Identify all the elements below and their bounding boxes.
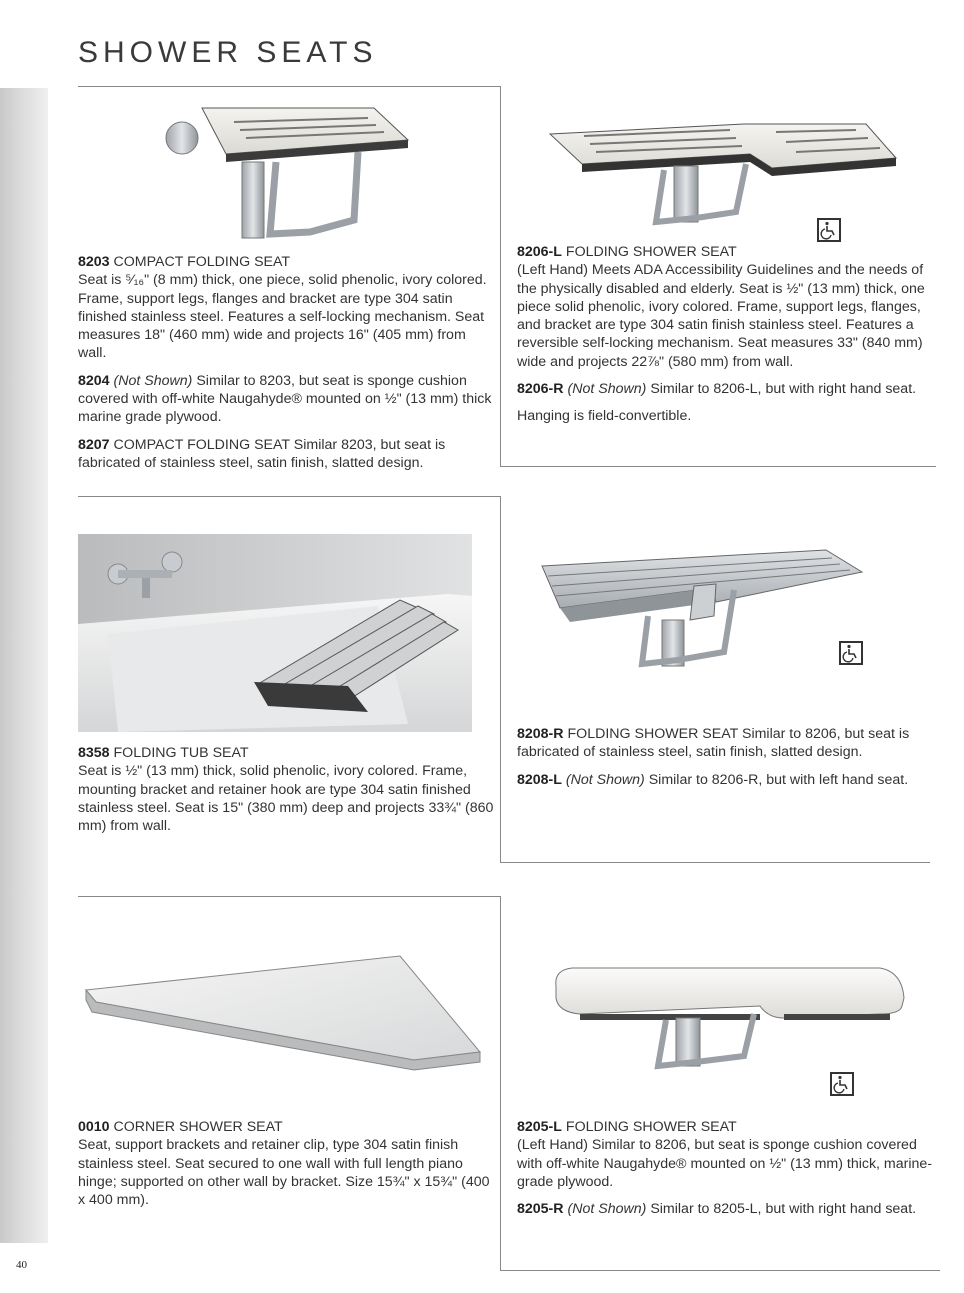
- wheelchair-accessibility-icon: [817, 218, 841, 242]
- product-description: (Left Hand) Similar to 8206, but seat is sponge cushion covered with off-white Naugahyde® mounted on ½" (13 mm) thick, marine-grade plywood.: [517, 1137, 933, 1190]
- product-name: FOLDING SHOWER SEAT: [565, 1119, 737, 1135]
- product-block-8205: [517, 1118, 933, 1227]
- side-gradient-bar: [0, 88, 48, 1243]
- model-number: 8208-L: [517, 771, 562, 788]
- product-name: FOLDING SHOWER SEAT: [567, 726, 739, 742]
- model-number: 8203: [78, 254, 110, 270]
- product-description: (Left Hand) Meets ADA Accessibility Guidelines and the needs of the physically disabled and elderly. Seat is ½" (13 mm) thick, one piece solid phenolic, ivory colored. Frame, support legs, flanges, and bracket are type 304 satin finish stainless steel. Features a reversible self-locking mechanism. Seat measures 33" (840 mm) wide and projects 22⅞" (580 mm) from wall.: [517, 262, 925, 370]
- wheelchair-accessibility-icon: [839, 641, 863, 665]
- product-block-0010: [78, 1118, 494, 1218]
- model-number: 8358: [78, 745, 110, 761]
- product-block-8206: [517, 243, 933, 435]
- divider: [78, 896, 500, 897]
- product-description: Similar to 8206, but seat is fabricated of stainless steel, satin finish, slatted design.: [517, 726, 910, 761]
- model-number: 8206-R: [517, 381, 564, 398]
- divider: [500, 466, 936, 467]
- model-number: 8208-R: [517, 726, 564, 742]
- product-image-0010: [84, 954, 484, 1074]
- product-block-8203: [78, 253, 498, 481]
- model-number: 8204: [78, 372, 110, 389]
- wheelchair-accessibility-icon: [830, 1072, 854, 1096]
- divider: [500, 896, 501, 1270]
- model-number: 8207: [78, 436, 110, 453]
- product-image-8208-R: [538, 546, 868, 670]
- not-shown-note: (Not Shown): [565, 771, 645, 788]
- divider: [78, 496, 500, 497]
- divider: [500, 862, 930, 863]
- model-number: 8206-L: [517, 244, 562, 260]
- product-description: Similar to 8205-L, but with right hand seat.: [650, 1201, 917, 1218]
- product-description: Similar to 8206-L, but with right hand seat.: [650, 381, 917, 398]
- product-name: FOLDING TUB SEAT: [113, 745, 249, 761]
- product-image-8205-L: [550, 962, 910, 1074]
- page-title: SHOWER SEATS: [78, 36, 378, 69]
- divider: [500, 86, 501, 466]
- product-description: Similar 8203, but seat is fabricated of stainless steel, satin finish, slatted design.: [78, 436, 446, 471]
- product-block-8358: [78, 744, 494, 844]
- divider: [500, 1270, 940, 1271]
- not-shown-note: (Not Shown): [567, 381, 647, 398]
- model-number: 8205-R: [517, 1201, 564, 1218]
- divider: [500, 496, 501, 862]
- model-number: 0010: [78, 1119, 110, 1135]
- product-block-8208: [517, 725, 933, 798]
- page-number: 40: [16, 1259, 27, 1271]
- product-description: Seat is ½" (13 mm) thick, solid phenolic, ivory colored. Frame, mounting bracket and retainer hook are type 304 satin finished stainless steel. Seat is 15" (380 mm) deep and projects 33¾" (860 mm) from wall.: [78, 763, 494, 835]
- product-name: COMPACT FOLDING SEAT: [113, 436, 290, 453]
- divider: [78, 86, 500, 87]
- product-description: Seat is ⁵⁄₁₆" (8 mm) thick, one piece, solid phenolic, ivory colored. Frame, support legs, flanges and bracket are type 304 satin finished stainless steel. Features a self-locking mechanism. Seat measures 18" (460 mm) wide and projects 16" (405 mm) from wall.: [78, 272, 487, 362]
- product-photo-8358: [78, 534, 472, 732]
- product-description: Seat, support brackets and retainer clip, type 304 satin finish stainless steel. Seat secured to one wall with full length piano hinge; supported on other wall by bracket. Size 15¾" x 15¾" (400 x 400 mm).: [78, 1137, 490, 1209]
- not-shown-note: (Not Shown): [567, 1201, 647, 1218]
- product-image-8203: [160, 104, 420, 244]
- product-name: COMPACT FOLDING SEAT: [113, 254, 291, 270]
- hanging-note: Hanging is field-convertible.: [517, 408, 692, 425]
- not-shown-note: (Not Shown): [113, 372, 193, 389]
- product-name: FOLDING SHOWER SEAT: [565, 244, 737, 260]
- model-number: 8205-L: [517, 1119, 562, 1135]
- product-description: Similar to 8203, but seat is sponge cushion covered with off-white Naugahyde® mounted on ½" (13 mm) thick marine grade plywood.: [78, 372, 492, 426]
- product-image-8206-L: [540, 118, 902, 230]
- product-description: Similar to 8206-R, but with left hand seat.: [648, 771, 909, 788]
- product-name: CORNER SHOWER SEAT: [113, 1119, 283, 1135]
